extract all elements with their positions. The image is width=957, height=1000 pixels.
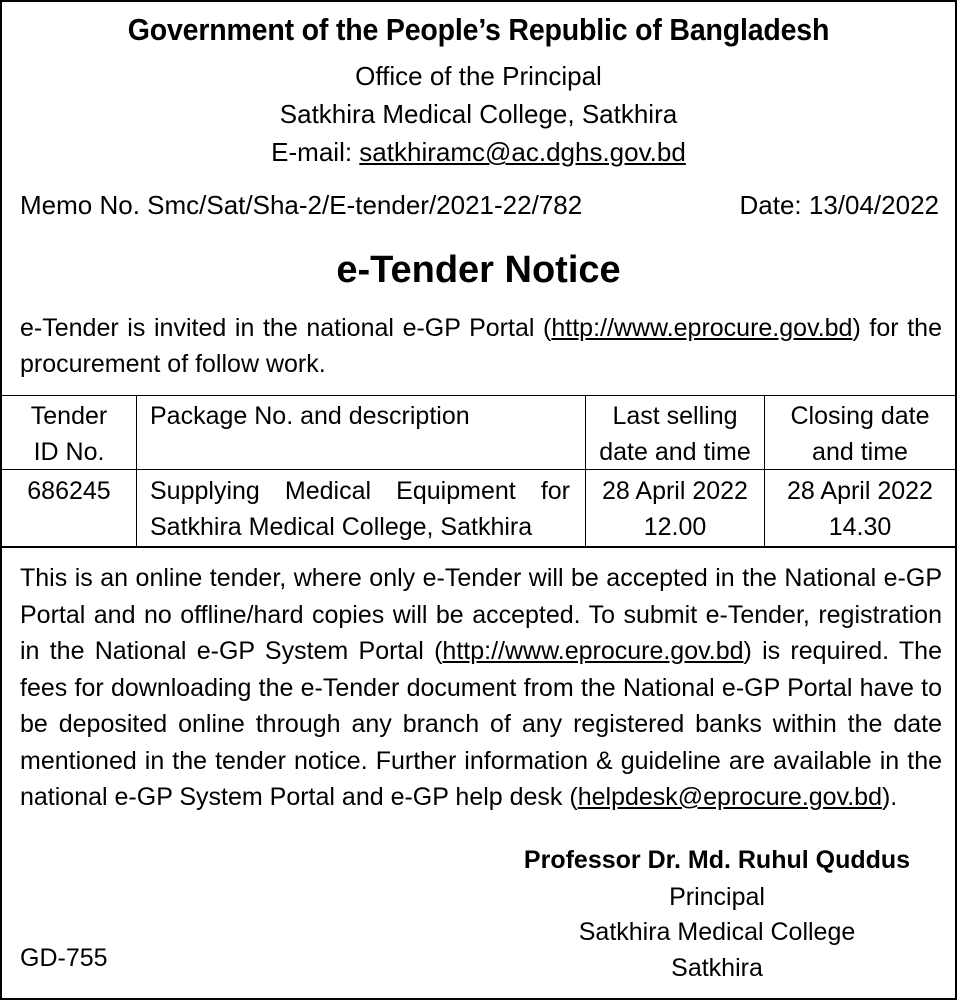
memo-number: Memo No. Smc/Sat/Sha-2/E-tender/2021-22/782 bbox=[20, 190, 583, 220]
body-line: be deposited online through any branch of any registered banks within the date bbox=[20, 710, 942, 738]
row-package: Supplying Medical Equipment for Satkhira Medical College, Satkhira bbox=[150, 477, 570, 541]
body-line: mentioned in the tender notice. Further information & guideline are available in the bbox=[20, 746, 942, 775]
signatory-title: Principal bbox=[669, 883, 765, 911]
memo-date: Date: 13/04/2022 bbox=[739, 190, 939, 220]
table-divider bbox=[136, 396, 137, 546]
eprocure-link: http://www.eprocure.gov.bd bbox=[442, 637, 744, 665]
body-line: Portal and no offline/hard copies will be accepted. To submit e-Tender, registration bbox=[20, 600, 942, 629]
body-line: fees for downloading the e-Tender document from the National e-GP Portal have to bbox=[20, 673, 942, 702]
header-closing: Closing date and time bbox=[790, 402, 930, 466]
row-tender-id: 686245 bbox=[27, 477, 111, 505]
row-closing: 28 April 2022 14.30 bbox=[787, 477, 933, 541]
notice-title: e-Tender Notice bbox=[336, 249, 621, 291]
body-line: This is an online tender, where only e-Tender will be accepted in the National e-GP bbox=[20, 564, 942, 592]
gd-code: GD-755 bbox=[20, 944, 108, 972]
intro-paragraph bbox=[20, 310, 942, 382]
row-last-selling: 28 April 2022 12.00 bbox=[602, 477, 748, 541]
college-line: Satkhira Medical College, Satkhira bbox=[279, 99, 678, 129]
body-line: national e-GP System Portal and e-GP help desk (helpdesk@eprocure.gov.bd). bbox=[20, 783, 898, 811]
body-line: in the National e-GP System Portal (http://www.eprocure.gov.bd) is required. The bbox=[20, 637, 942, 665]
intro-line-2: procurement of follow work. bbox=[20, 350, 326, 378]
government-heading: Government of the People’s Republic of Bangladesh bbox=[127, 12, 830, 47]
email-address: satkhiramc@ac.dghs.gov.bd bbox=[359, 137, 686, 167]
intro-line-1: e-Tender is invited in the national e-GP Portal (http://www.eprocure.gov.bd) for the bbox=[20, 314, 942, 342]
helpdesk-email: helpdesk@eprocure.gov.bd bbox=[577, 783, 882, 811]
signatory-college: Satkhira Medical College bbox=[578, 918, 856, 946]
signatory-name: Professor Dr. Md. Ruhul Quddus bbox=[523, 846, 911, 874]
signatory-place: Satkhira bbox=[671, 954, 763, 982]
eprocure-link: http://www.eprocure.gov.bd bbox=[551, 314, 853, 342]
email-line bbox=[2, 137, 955, 168]
header-last-selling: Last selling date and time bbox=[599, 402, 751, 466]
header-package: Package No. and description bbox=[150, 402, 470, 430]
email-label: E-mail: bbox=[271, 137, 360, 167]
instructions-paragraph bbox=[20, 560, 942, 816]
header-tender-id: Tender ID No. bbox=[30, 402, 108, 466]
tender-table bbox=[2, 395, 955, 548]
office-line: Office of the Principal bbox=[355, 61, 602, 91]
